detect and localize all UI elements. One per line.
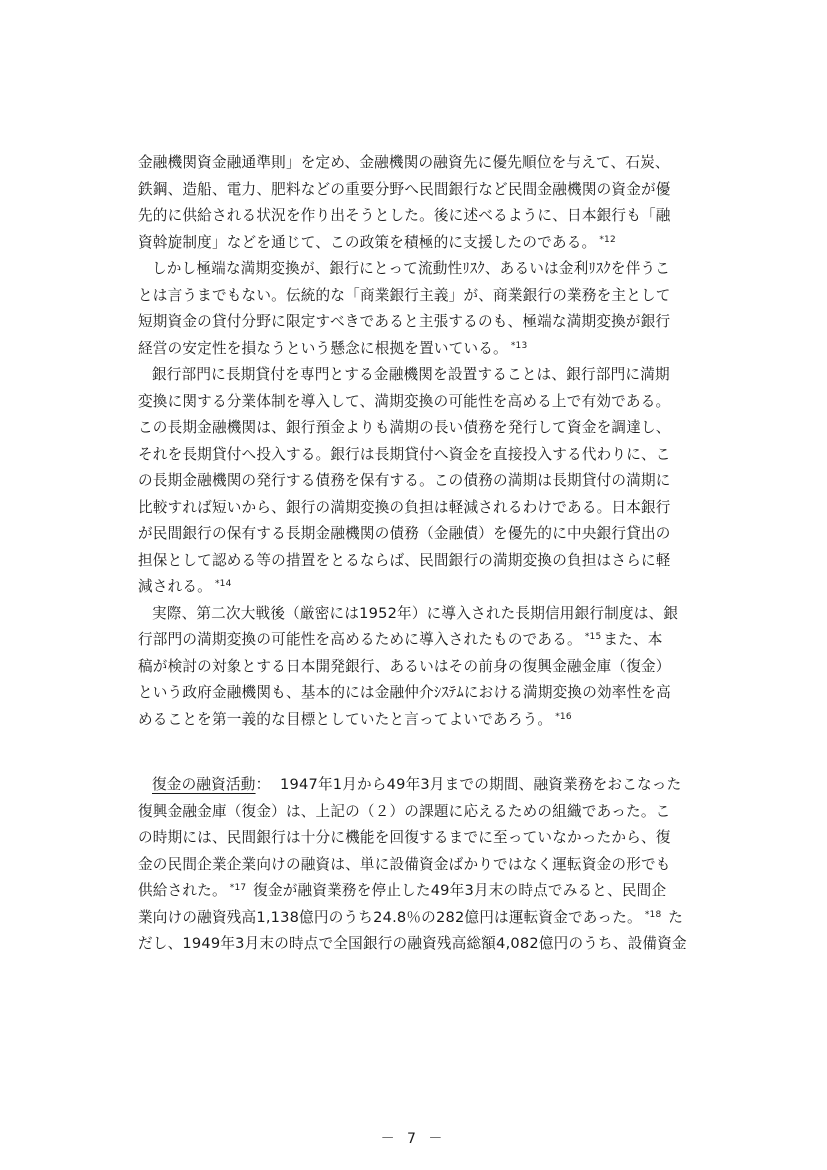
section-heading: 復金の融資活動 [152,776,256,793]
text-line [138,707,738,734]
footnote-ref: *14 [214,579,232,589]
paragraph-gap [138,733,738,772]
text-line [138,878,738,905]
text-line: 鉄鋼、造船、電力、肥料などの重要分野へ民間銀行など民間金融機関の資金が優 [138,180,671,198]
footnote-ref: *16 [555,711,572,722]
text-line [138,336,738,363]
body-text [138,150,738,958]
text-line: が民間銀行の保有する長期金融機関の債務（金融債）を優先的に中央銀行貸出の [138,525,671,542]
text-line: 金の民間企業企業向けの融資は、単に設備資金ばかりではなく運転資金の形でも [138,855,671,873]
text-segment: 業向けの融資残高1,138億円のうち24.8％の282億円は運転資金であった。 [138,908,642,926]
text-line: 短期資金の貸付分野に限定すべきであると主張するのも、極端な満期変換が銀行 [138,313,671,330]
text-line: 実際、第二次大戦後（厳密には1952年）に導入された長期信用銀行制度は、銀 [152,604,679,622]
text-segment: 行部門の満期変換の可能性を高めるために導入されたものである。 [138,631,582,648]
text-line [138,627,738,654]
text-segment: また、本 [603,631,663,648]
text-segment: めることを第一義的な目標としていたと言ってよいであろう。 [138,710,553,728]
text-line [138,230,738,257]
text-line [138,772,738,799]
text-line: の時期には、民間銀行は十分に機能を回復するまでに至っていなかったから、復 [138,829,671,846]
text-line [138,574,738,601]
text-line: 担保として認める等の措置をとるならば、民間銀行の満期変換の負担はさらに軽 [138,551,671,569]
text-line: 比較すれば短いから、銀行の満期変換の負担は軽減されるわけである。日本銀行 [138,498,671,516]
text-line: しかし極端な満期変換が、銀行にとって流動性ﾘｽｸ、あるいは金利ﾘｽｸを伴うこ [152,260,671,277]
text-line: だし、1949年3月末の時点で全国銀行の融資残高総額4,082億円のうち、設備資金 [138,935,687,952]
text-line: とは言うまでもない。伝統的な「商業銀行主義」が、商業銀行の業務を主として [138,286,671,304]
text-line [138,905,738,932]
text-segment: 1947年1月から49年3月までの期間、融資業務をおこなった [280,776,682,793]
text-line: 稿が検討の対象とする日本開発銀行、あるいはその前身の復興金融金庫（復金） [138,657,671,675]
text-line: の長期金融機関の発行する債務を保有する。この債務の満期は長期貸付の満期に [138,472,671,489]
page-number: － 7 － [380,1131,447,1147]
text-line: この長期金融機関は、銀行預金よりも満期の長い債務を発行して資金を調達し、 [138,419,671,436]
text-line: という政府金融機関も、基本的には金融仲介ｼｽﾃﾑにおける満期変換の効率性を高 [138,684,671,701]
footnote-ref: *15 [584,632,602,642]
text-line: 銀行部門に長期貸付を専門とする金融機関を設置することは、銀行部門に満期 [152,366,670,383]
text-segment: 減される。 [138,578,212,595]
text-segment: ： [255,776,271,793]
text-line: 金融機関資金融通準則」を定め、金融機関の融資先に優先順位を与えて、石炭、 [138,154,670,171]
footnote-ref: *13 [510,340,528,351]
footnote-ref: *17 [229,883,247,893]
text-segment: た [668,908,684,926]
text-line: 変換に関する分業体制を導入して、満期変換の可能性を高める上で有効である。 [138,392,671,410]
text-segment: 復金が融資業務を停止した49年3月末の時点でみると、民間企 [253,882,667,899]
footnote-ref: *12 [599,234,616,245]
text-segment: 経営の安定性を損なうという懸念に根拠を置いている。 [138,339,508,357]
text-line: それを長期貸付へ投入する。銀行は長期貸付へ資金を直接投入する代わりに、こ [138,445,671,463]
text-segment: 資斡旋制度」などを通じて、この政策を積極的に支援したのである。 [138,233,597,251]
text-segment: 供給された。 [138,882,227,899]
text-line: 先的に供給される状況を作り出そうとした。後に述べるように、日本銀行も「融 [138,207,671,224]
footnote-ref: *18 [644,909,662,920]
text-line: 復興金融金庫（復金）は、上記の（２）の課題に応えるための組織であった。こ [138,802,671,820]
